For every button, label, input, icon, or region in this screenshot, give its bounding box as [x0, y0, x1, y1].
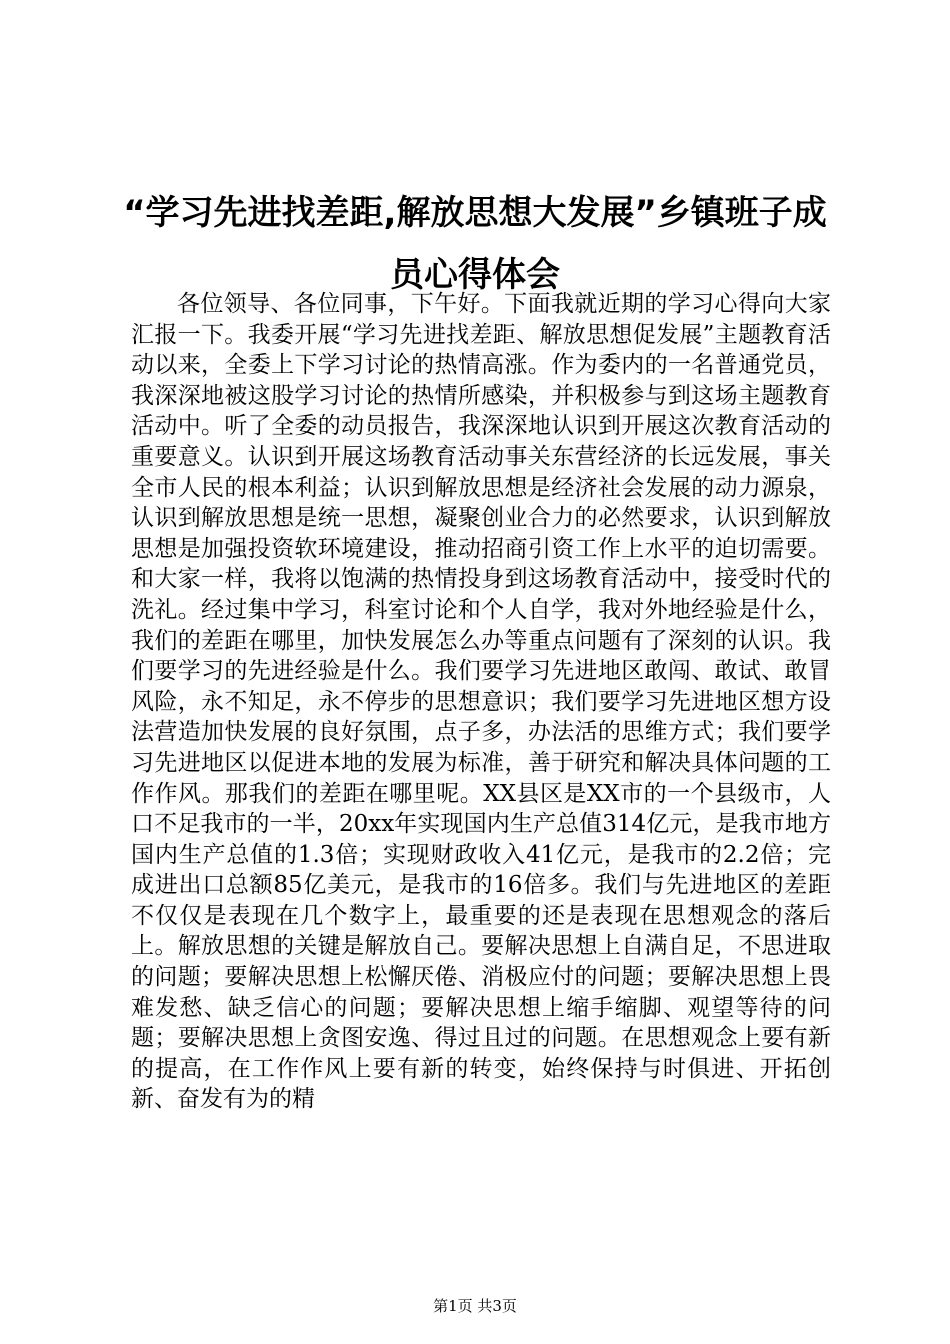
document-body: 各位领导、各位同事，下午好。下面我就近期的学习心得向大家汇报一下。我委开展“学习先进找差距、解放思想促发展”主题教育活动以来，全委上下学习讨论的热情高涨。作为委内的一名普通党员，我深深地被这股学习讨论的热情所感染，并积极参与到这场主题教育活动中。听了全委的动员报告，我深深地认识到开展这次教育活动的重要意义。认识到开展这场教育活动事关东营经济的长远发展，事关全市人民的根本利益；认识到解放思想是经济社会发展的动力源泉，认识到解放思想是统一思想，凝聚创业合力的必然要求，认识到解放思想是加强投资软环境建设，推动招商引资工作上水平的迫切需要。和大家一样，我将以饱满的热情投身到这场教育活动中，接受时代的洗礼。经过集中学习，科室讨论和个人自学，我对外地经验是什么，我们的差距在哪里，加快发展怎么办等重点问题有了深刻的认识。我们要学习的先进经验是什么。我们要学习先进地区敢闯、敢试、敢冒风险，永不知足，永不停步的思想意识；我们要学习先进地区想方设法营造加快发展的良好氛围，点子多，办法活的思维方式；我们要学习先进地区以促进本地的发展为标准，善于研究和解决具体问题的工作作风。那我们的差距在哪里呢。XX县区是XX市的一个县级市，人口不足我市的一半，20xx年实现国内生产总值314亿元，是我市地方国内生产总值的1.3倍；实现财政收入41亿元，是我市的2.2倍；完成进出口总额85亿美元，是我市的16倍多。我们与先进地区的差距不仅仅是表现在几个数字上，最重要的还是表现在思想观念的落后上。解放思想的关键是解放自己。要解决思想上自满自足，不思进取的问题；要解决思想上松懈厌倦、消极应付的问题；要解决思想上畏难发愁、缺乏信心的问题；要解决思想上缩手缩脚、观望等待的问题；要解决思想上贪图安逸、得过且过的问题。在思想观念上要有新的提高，在工作作风上要有新的转变，始终保持与时俱进、开拓创新、奋发有为的精	[131, 291, 831, 1113]
page-indicator: 第1页 共3页	[433, 1297, 517, 1315]
document-title: “学习先进找差距,解放思想大发展”乡镇班子成员心得体会	[123, 193, 827, 295]
